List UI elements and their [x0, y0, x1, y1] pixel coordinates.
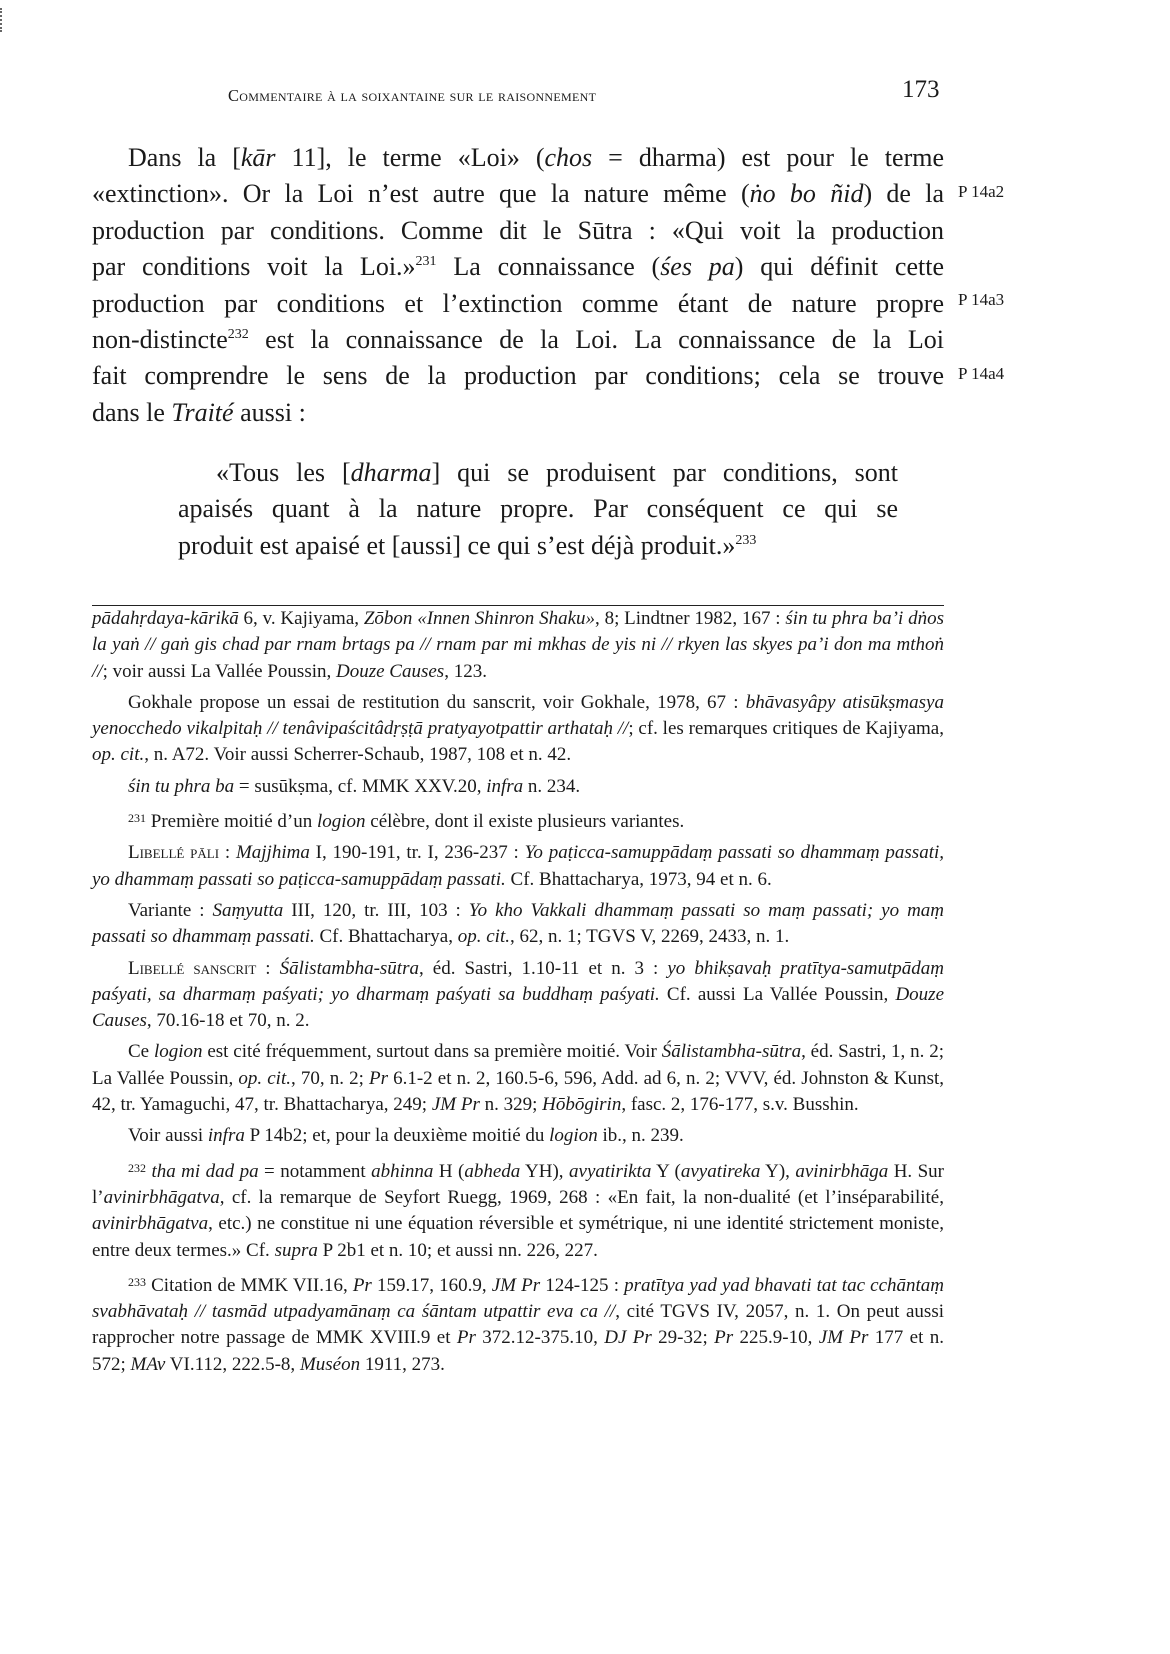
- quote-line: «Tous les [dharma] qui se produisent par conditions, sont: [216, 458, 898, 487]
- margin-ref: P 14a4: [958, 364, 1005, 383]
- footnotes: [92, 606, 944, 1383]
- quote-line: produit est apaisé et [aussi] ce qui s’est déjà produit.»$^{233}$: [178, 530, 757, 560]
- footnote-ref-231: 231: [415, 254, 437, 270]
- text-line: dans le Traité aussi :: [92, 397, 306, 427]
- footnote-ref-232: 232: [227, 326, 249, 342]
- text-line: par conditions voit la Loi.»$^{231}$ La connaissance (śes pa) qui définit cette: [92, 252, 944, 282]
- block-quote: [178, 454, 898, 563]
- footnote-paragraph: Ce logion est cité fréquemment, surtout dans sa première moitié. Voir Śālistambha-sūtra, éd. Sastri, 1, n. 2; La Vallée Poussin, op. cit., 70, n. 2; Pr 6.1-2 et n. 2, 160.5-6, 596, Add. ad 6, n. 2; VVV, éd. Johnston & Kunst, 42, tr. Yamaguchi, 47, tr. Bhattacharya, 249; JM Pr n. 329; Hōbōgirin, fasc. 2, 176-177, s.v. Busshin.: [92, 1041, 945, 1116]
- text-line: «extinction». Or la Loi n’est autre que la nature même (ṅo bo ñid) de la: [92, 179, 944, 209]
- text-line: production par conditions. Comme dit le Sūtra : «Qui voit la production: [92, 215, 944, 245]
- text-line: fait comprendre le sens de la production par conditions; cela se trouve: [92, 361, 944, 391]
- footnote-paragraph: Gokhale propose un essai de restitution du sanscrit, voir Gokhale, 1978, 67 : bhāvasyâpy atisūkṣmasya yenocchedo vikalpitaḥ // tenâvipaścitâdṛṣṭā pratyayotpattir arthataḥ //; cf. les remarques critiques de Kajiyama, op. cit., n. A72. Voir aussi Scherrer-Schaub, 1987, 108 et n. 42.: [92, 691, 944, 766]
- text-line: production par conditions et l’extinction comme étant de nature propre: [92, 288, 944, 318]
- page-number: 173: [902, 76, 940, 103]
- footnote-paragraph: Voir aussi infra P 14b2; et, pour la deuxième moitié du logion ib., n. 239.: [128, 1125, 684, 1147]
- margin-ref: P 14a3: [958, 290, 1005, 309]
- margin-ref: P 14a2: [958, 182, 1005, 201]
- footnote-continuation: pādahṛdaya-kārikā 6, v. Kajiyama, Zōbon «Innen Shinron Shaku», 8; Lindtner 1982, 167 : śin tu phra ba’i dṅos la yaṅ // gaṅ gis chad par rnam brtags pa // rnam par mi mkhas de yis ni // rkyen las skyes pa’i don ma mthoṅ //; voir aussi La Vallée Poussin, Douze Causes, 123.: [92, 608, 944, 682]
- scan-mark: [0, 8, 10, 32]
- footnote-paragraph: Libellé sanscrit : Śālistambha-sūtra, éd. Sastri, 1.10-11 et n. 3 : yo bhikṣavaḥ pratītya-samutpādaṃ paśyati, sa dharmaṃ paśyati; yo dharmaṃ paśyati sa buddhaṃ paśyati. Cf. aussi La Vallée Poussin, Douze Causes, 70.16-18 et 70, n. 2.: [92, 957, 945, 1032]
- footnote-number: 233: [128, 1274, 146, 1289]
- footnote-paragraph: śin tu phra ba = susūkṣma, cf. MMK XXV.20, infra n. 234.: [128, 775, 581, 797]
- footnote-paragraph: Libellé pāli : Majjhima I, 190-191, tr. I, 236-237 : Yo paṭicca-samuppādaṃ passati so dhammaṃ passati, yo dhammaṃ passati so paṭicca-samuppādaṃ passati. Cf. Bhattacharya, 1973, 94 et n. 6.: [92, 842, 944, 890]
- footnote-number: 232: [128, 1160, 146, 1175]
- running-title: Commentaire à la soixantaine sur le raisonnement: [228, 86, 597, 105]
- footnote-ref-233: 233: [735, 532, 757, 548]
- footnote-233: $^{233}$ Citation de MMK VII.16, Pr 159.17, 160.9, JM Pr 124-125 : pratītya yad yad bhavati tat tac cchāntaṃ svabhāvataḥ // tasmād utpadyamānaṃ ca śāntam utpattir eva ca //, cité TGVS IV, 2057, n. 1. On peut aussi rapprocher notre passage de MMK XVIII.9 et Pr 372.12-375.10, DJ Pr 29-32; Pr 225.9-10, JM Pr 177 et n. 572; MAv VI.112, 222.5-8, Muséon 1911, 273.: [92, 1274, 945, 1375]
- footnote-232: $^{232}$ tha mi dad pa = notamment abhinna H (abheda YH), avyatirikta Y (avyatireka Y), avinirbhāga H. Sur l’avinirbhāgatva, cf. la remarque de Seyfort Ruegg, 1969, 268 : «En fait, la non-dualité (et l’inséparabilité, avinirbhāgatva, etc.) ne constitue ni une équation réversible et symétrique, ni une identité strictement moniste, entre deux termes.» Cf. supra P 2b1 et n. 10; et aussi nn. 226, 227.: [92, 1160, 945, 1261]
- footnote-number: 231: [128, 811, 146, 826]
- footnote-paragraph: Variante : Saṃyutta III, 120, tr. III, 103 : Yo kho Vakkali dhammaṃ passati so maṃ passati; yo maṃ passati so dhammaṃ passati. Cf. Bhattacharya, op. cit., 62, n. 1; TGVS V, 2269, 2433, n. 1.: [92, 899, 945, 948]
- quote-line: apaisés quant à la nature propre. Par conséquent ce qui se: [178, 494, 898, 524]
- text-line: Dans la [kār 11], le terme «Loi» (chos = dharma) est pour le terme: [128, 143, 944, 172]
- text-line: non-distincte$^{232}$ est la connaissance de la Loi. La connaissance de la Loi: [92, 324, 944, 354]
- footnote-231: $^{231}$ Première moitié d’un logion célèbre, dont il existe plusieurs variantes.: [128, 811, 685, 833]
- main-paragraph: [92, 140, 944, 431]
